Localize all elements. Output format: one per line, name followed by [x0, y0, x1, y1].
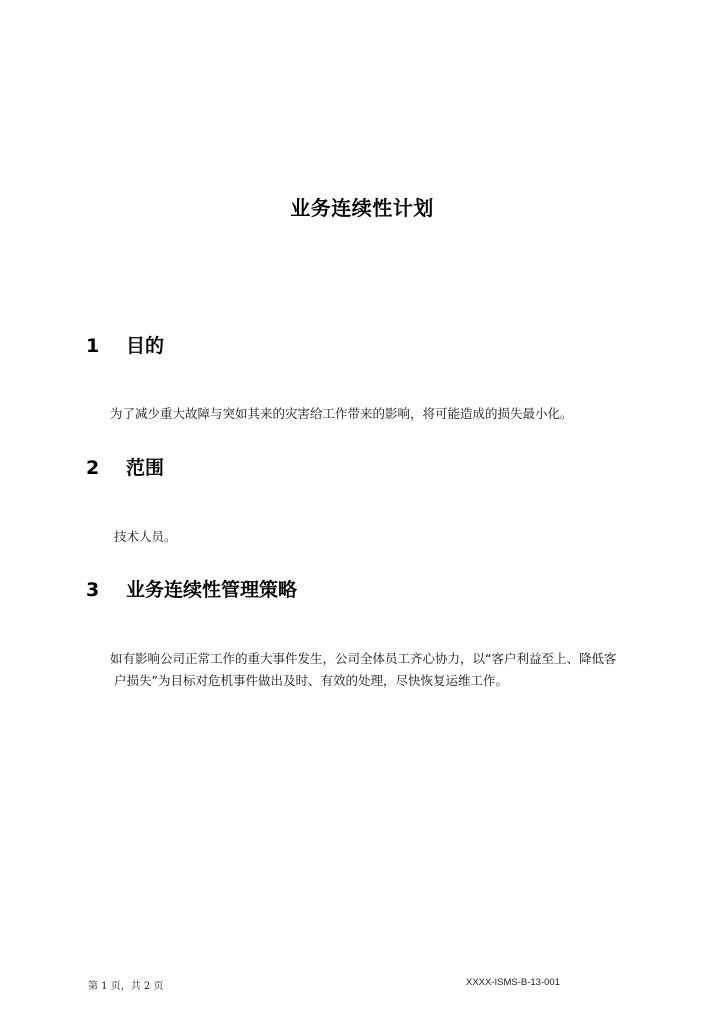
section-title: 范围	[126, 457, 165, 479]
section-1-heading	[86, 331, 164, 358]
section-1-body: 为了减少重大故障与突如其来的灾害给工作带来的影响，将可能造成的损失最小化。	[110, 406, 573, 421]
section-2-body: 技术人员。	[114, 529, 177, 544]
section-title: 目的	[126, 335, 165, 357]
section-3-body-line-2: 户损失”为目标对危机事件做出及时、有效的处理，尽快恢复运维工作。	[114, 673, 508, 688]
section-title: 业务连续性管理策略	[126, 579, 298, 601]
footer-document-id: XXXX-ISMS-B-13-001	[466, 977, 560, 988]
footer-page-number: 第 1 页，共 2 页	[88, 981, 164, 992]
section-number: 1	[86, 335, 100, 357]
section-3-body-line-1: 如有影响公司正常工作的重大事件发生，公司全体员工齐心协力，以“客户利益至上、降低客	[110, 651, 617, 666]
section-number: 3	[86, 579, 100, 601]
section-3-heading	[86, 575, 297, 602]
section-2-heading	[86, 453, 164, 480]
document-title: 业务连续性计划	[290, 196, 434, 220]
section-number: 2	[86, 457, 100, 479]
